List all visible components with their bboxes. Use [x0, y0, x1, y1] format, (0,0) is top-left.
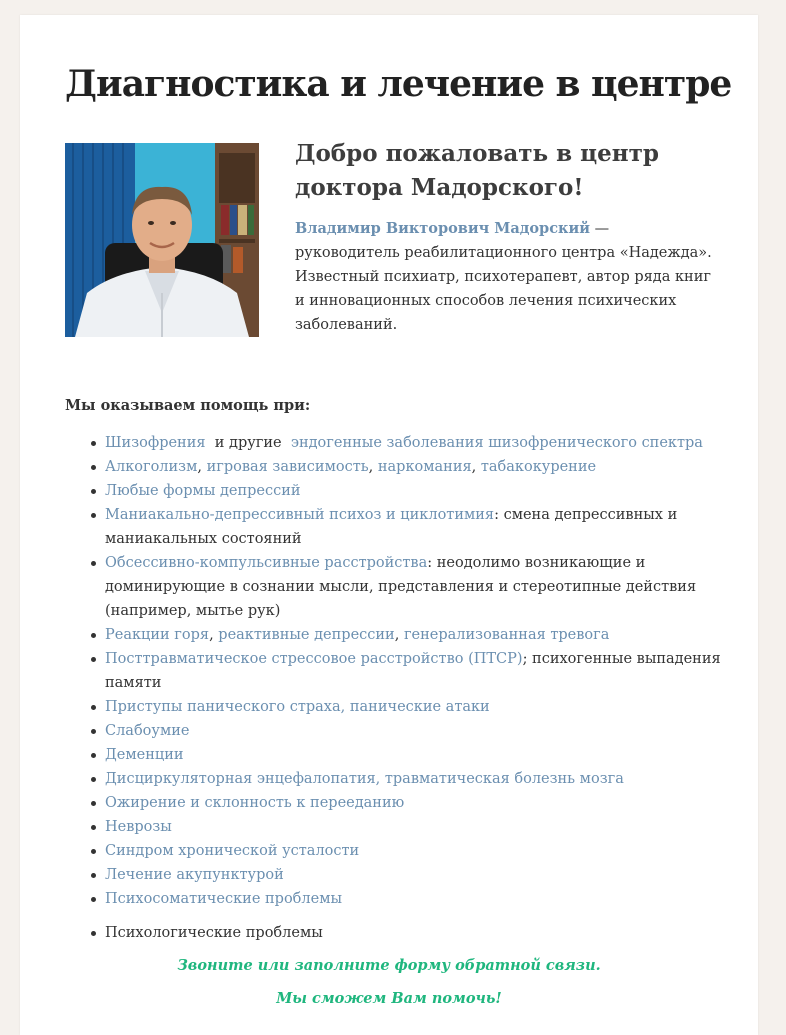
service-list-item — [105, 623, 725, 647]
service-text: , — [471, 459, 481, 475]
service-list-item — [105, 815, 725, 839]
service-link[interactable]: Маниакально-депрессивный психоз и циклотимия — [105, 507, 495, 523]
doctor-portrait-image — [65, 143, 259, 337]
service-list-item — [105, 791, 725, 815]
service-text: и другие — [205, 435, 291, 451]
service-list-item — [105, 719, 725, 743]
service-text: ; психогенные выпадения памяти — [105, 651, 726, 691]
service-text: : смена депрессивных и маниакальных состояний — [105, 507, 682, 547]
service-link[interactable]: Шизофрения — [105, 435, 206, 451]
help-list-title: Мы оказываем помощь при: — [65, 397, 311, 414]
service-link[interactable]: Психосоматические проблемы — [105, 891, 343, 907]
doctor-bio-text: — руководитель реабилитационного центра «Надежда». Известный психиатр, психотерапевт, автор ряда книг и инновационных способов лечения психических заболеваний. — [295, 221, 712, 333]
service-link[interactable]: наркомания — [377, 459, 472, 475]
service-text: , — [394, 627, 404, 643]
service-link[interactable]: эндогенные заболевания шизофренического спектра — [290, 435, 703, 451]
service-list-item — [105, 863, 725, 887]
service-link[interactable]: Обсессивно-компульсивные расстройства — [105, 555, 428, 571]
service-link[interactable]: Ожирение и склонность к перееданию — [105, 795, 405, 811]
service-text: , — [209, 627, 219, 643]
service-link[interactable]: генерализованная тревога — [403, 627, 610, 643]
service-list-item — [105, 431, 725, 455]
doctor-photo — [65, 143, 259, 337]
service-link[interactable]: реактивные депрессии — [218, 627, 395, 643]
service-link[interactable]: Деменции — [105, 747, 184, 763]
service-list-item — [105, 695, 725, 719]
service-link[interactable]: Неврозы — [105, 819, 172, 835]
service-text: , — [197, 459, 207, 475]
doctor-name-link[interactable]: Владимир Викторович Мадорский — [295, 220, 590, 237]
content-card — [20, 15, 758, 1035]
service-text: Психологические проблемы — [105, 925, 323, 941]
service-list-item — [105, 767, 725, 791]
service-link[interactable]: Посттравматическое стрессовое расстройство (ПТСР) — [105, 651, 523, 667]
service-list-item — [105, 743, 725, 767]
service-list-item — [105, 647, 725, 695]
service-list-item — [105, 551, 725, 623]
service-list-item — [105, 839, 725, 863]
service-link[interactable]: Дисциркуляторная энцефалопатия, травматическая болезнь мозга — [105, 771, 624, 787]
service-list-item — [105, 479, 725, 503]
services-list — [65, 431, 725, 945]
cta-help-text: Мы сможем Вам помочь! — [276, 990, 502, 1007]
service-link[interactable]: табакокурение — [480, 459, 597, 475]
page-title: Диагностика и лечение в центре — [65, 63, 732, 105]
service-list-item — [105, 921, 725, 945]
service-text: , — [368, 459, 378, 475]
service-link[interactable]: Реакции горя — [105, 627, 210, 643]
service-link[interactable]: Любые формы депрессий — [105, 483, 301, 499]
service-list-item — [105, 455, 725, 479]
service-list-item — [105, 887, 725, 911]
service-link[interactable]: Слабоумие — [105, 723, 190, 739]
service-list-item — [105, 503, 725, 551]
service-link[interactable]: Приступы панического страха, панические атаки — [105, 699, 490, 715]
service-link[interactable]: Алкоголизм — [105, 459, 198, 475]
service-text: : неодолимо возникающие и доминирующие в сознании мысли, представления и стереотипные действия (например, мытье рук) — [105, 555, 701, 619]
service-link[interactable]: Синдром хронической усталости — [105, 843, 360, 859]
welcome-heading: Добро пожаловать в центр доктора Мадорского! — [295, 140, 659, 201]
service-link[interactable]: игровая зависимость — [206, 459, 369, 475]
service-link[interactable]: Лечение акупунктурой — [105, 867, 284, 883]
doctor-bio — [295, 217, 715, 337]
cta-contact-text: Звоните или заполните форму обратной связи. — [177, 957, 601, 974]
